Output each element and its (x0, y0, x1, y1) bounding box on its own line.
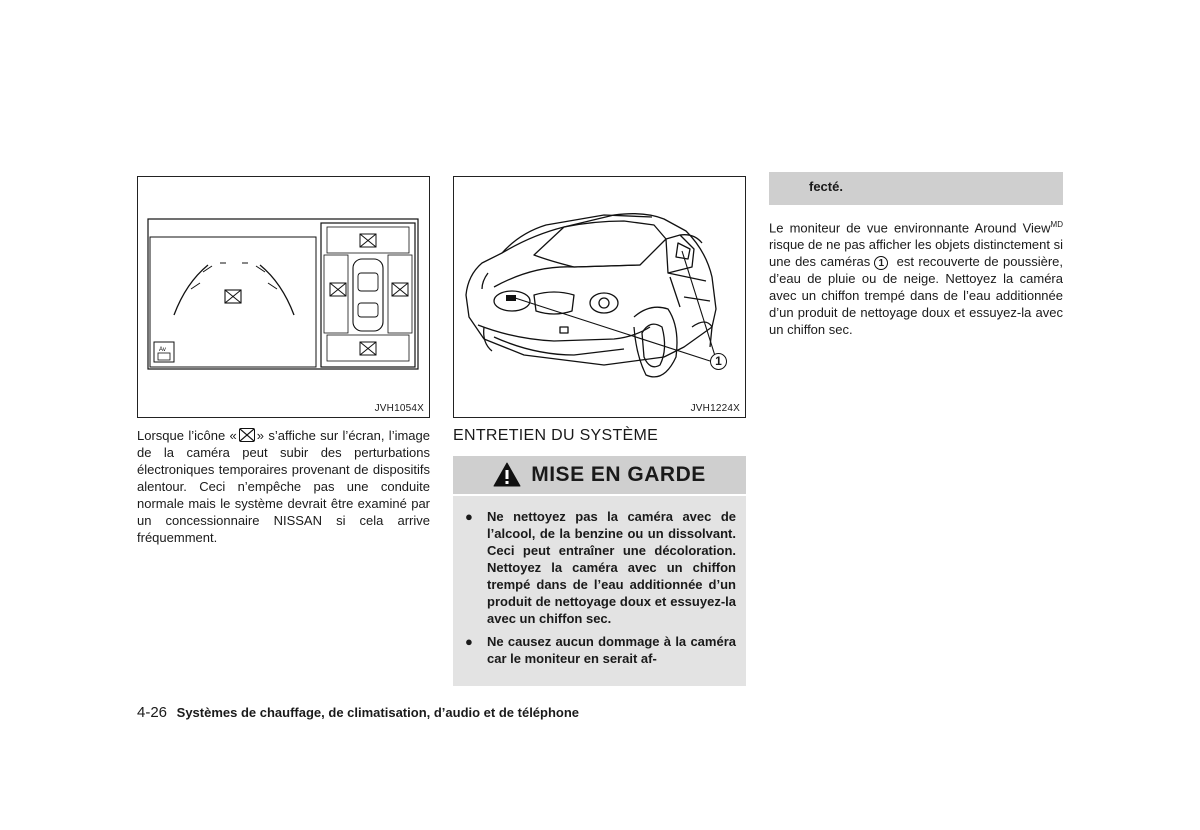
car-illustration (454, 177, 744, 397)
chapter-title: Systèmes de chauffage, de climatisation, d’audio et de téléphone (176, 705, 580, 720)
bullet: ● (465, 634, 473, 649)
camera-callout-1: 1 (874, 256, 888, 270)
caution-continued: fecté. (769, 172, 1063, 205)
caution-header (453, 456, 746, 494)
car-camera-figure (453, 176, 746, 418)
bullet: ● (465, 509, 473, 524)
section-title: ENTRETIEN DU SYSTÈME (453, 427, 659, 444)
camera-display-illustration (138, 177, 428, 397)
warning-icon (493, 462, 521, 488)
camera-error-icon (239, 428, 255, 442)
caution-body (453, 496, 746, 686)
page-footer (137, 704, 579, 721)
svg-text:Av: Av (159, 347, 166, 353)
right-paragraph: Le moniteur de vue environnante Around View$^{MD}$ risque de ne pas afficher les objets distinctement si une des caméras 1 est recouverte de poussière, d’eau de pluie ou de neige. Nettoyez la caméra avec un chiffon trempé dans de l’eau additionnée d’un produit de nettoyage doux et essuyez-la avec un chiffon sec. (769, 220, 1063, 338)
page-number: 4-26 (137, 704, 168, 721)
figure-code: JVH1054X (374, 403, 424, 414)
camera-callout-1: 1 (710, 353, 727, 370)
left-paragraph: Lorsque l’icône « » s’affiche sur l’écran, l’image de la caméra peut subir des perturbations électroniques temporaires provenant de dispositifs alentour. Ceci n’empêche pas une conduite normale mais le système devrait être examiné par un concessionnaire NISSAN si cela arrive fréquemment. (137, 428, 430, 545)
camera-display-figure (137, 176, 430, 418)
caution-item: ● Ne causez aucun dommage à la caméra car le moniteur en serait af- (465, 634, 736, 666)
caution-title: MISE EN GARDE (531, 463, 706, 486)
caution-item: ● Ne nettoyez pas la caméra avec de l’alcool, de la benzine ou un dissolvant. Ceci peut entraîner une décoloration. Nettoyez la caméra avec un chiffon trempé dans de l’eau additionnée d’un produit de nettoyage doux et essuyez-la avec un chiffon sec. (465, 509, 736, 626)
figure-code: JVH1224X (690, 403, 740, 414)
camera-error-icon (225, 290, 241, 303)
